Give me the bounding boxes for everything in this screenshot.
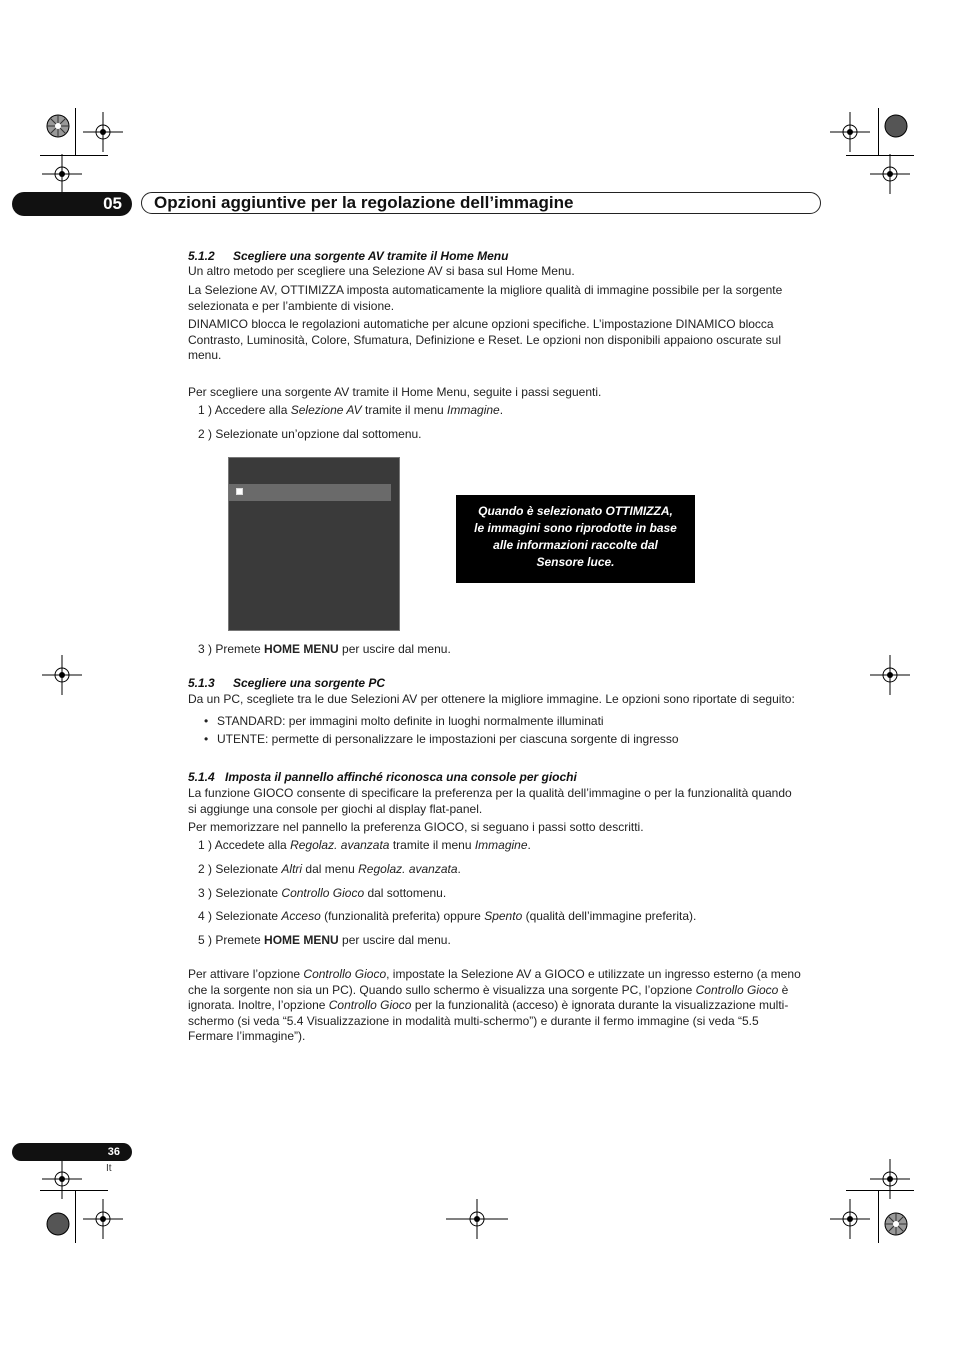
option-ref: Controllo Gioco — [303, 967, 387, 981]
step-number: 3 ) — [198, 886, 213, 900]
text-line — [188, 998, 833, 1014]
list-item — [204, 714, 604, 730]
menu-item-ref: Selezione AV — [290, 403, 362, 417]
language-code: It — [106, 1163, 112, 1174]
text-line: Contrasto, Luminosità, Colore, Sfumatura, Definizione e Reset. Le opzioni non disponibili appaiono oscurate sul — [188, 332, 782, 347]
callout-line: Quando è selezionato OTTIMIZZA, — [478, 504, 673, 518]
text-line: La funzione GIOCO consente di specificare la preferenza per la qualità dell’immagine o per la funzionalità quando — [188, 786, 792, 800]
step-number: 1 ) — [198, 838, 213, 852]
text-run: che la sorgente non sia un PC). Quando sullo schermo è visualizza una sorgente PC, l’opzione — [188, 982, 696, 997]
button-ref: HOME MENU — [264, 642, 339, 656]
option-ref: Controllo Gioco — [328, 998, 412, 1013]
section-number: 5.1.3 — [188, 676, 215, 690]
text-run: . — [499, 403, 504, 417]
text-run: è — [778, 982, 789, 997]
step-item — [198, 427, 422, 443]
text-run: dal menu — [302, 862, 359, 876]
step-item — [198, 886, 446, 902]
text-run: (qualità dell’immagine preferita). — [522, 909, 697, 923]
paragraph — [188, 786, 828, 817]
text-run: , impostate la Selezione AV a GIOCO e utilizzate un ingresso esterno (a meno — [386, 967, 801, 981]
registration-mark-icon — [870, 655, 910, 695]
menu-ref: Immagine — [447, 403, 500, 417]
page-number-badge: 36 — [12, 1143, 132, 1161]
text-run: Selezionate un’opzione dal sottomenu. — [215, 427, 422, 441]
step-number: 2 ) — [198, 427, 213, 441]
option-ref: Acceso — [281, 909, 321, 923]
text-run: Selezionate — [215, 886, 282, 900]
text-run: tramite il menu — [389, 838, 475, 852]
chapter-title: Opzioni aggiuntive per la regolazione dell’immagine — [154, 193, 574, 212]
text-run: (funzionalità preferita) oppure — [320, 909, 485, 923]
section-title: Imposta il pannello affinché riconosca una console per giochi — [225, 770, 577, 784]
registration-mark-icon — [870, 1159, 910, 1199]
text-run: Selezionate — [215, 862, 282, 876]
text-line: si aggiunge una console per giochi al display flat-panel. — [188, 801, 483, 816]
section-heading-5-1-2 — [188, 249, 508, 263]
paragraph — [188, 283, 828, 314]
text-run: per uscire dal menu. — [338, 933, 451, 947]
bullet-icon: • — [204, 714, 209, 728]
text-line: schermo (si veda “5.4 Visualizzazione in modalità multi-schermo”) e durante il fermo immagine (si veda “5.5 — [188, 1013, 759, 1028]
color-target-icon — [884, 114, 908, 138]
color-target-icon — [46, 114, 70, 138]
text-line: La Selezione AV, OTTIMIZZA imposta automaticamente la migliore qualità di immagine possibile per la sorgente — [188, 283, 783, 297]
text-run: Accedete alla — [214, 838, 291, 852]
step-item — [198, 909, 696, 925]
bullet-icon: • — [204, 732, 209, 746]
step-number: 5 ) — [198, 933, 213, 947]
paragraph — [188, 967, 833, 1045]
text-run: tramite il menu — [361, 403, 448, 417]
registration-mark-icon — [446, 1199, 508, 1239]
callout-line: alle informazioni raccolte dal — [493, 538, 658, 552]
registration-mark-icon — [83, 1199, 123, 1239]
menu-highlight-row — [229, 484, 391, 501]
step-number: 3 ) — [198, 642, 213, 656]
step-item — [198, 838, 531, 854]
step-number: 4 ) — [198, 909, 213, 923]
chapter-number-badge: 05 — [12, 192, 132, 216]
step-number: 2 ) — [198, 862, 213, 876]
button-ref: HOME MENU — [264, 933, 339, 947]
registration-mark-icon — [42, 1159, 82, 1199]
text-run: per uscire dal menu. — [338, 642, 451, 656]
section-title: Scegliere una sorgente PC — [233, 676, 386, 690]
paragraph: Un altro metodo per scegliere una Selezione AV si basa sul Home Menu. — [188, 264, 575, 278]
section-number: 5.1.2 — [188, 249, 215, 263]
list-item-text: UTENTE: permette di personalizzare le impostazioni per ciascuna sorgente di ingresso — [217, 732, 679, 746]
text-line: DINAMICO blocca le regolazioni automatiche per alcune opzioni specifiche. L’impostazione DINAMICO blocca — [188, 317, 774, 331]
paragraph: Per scegliere una sorgente AV tramite il Home Menu, seguite i passi seguenti. — [188, 385, 602, 399]
text-line: menu. — [188, 348, 222, 363]
text-run: Per attivare l’opzione — [188, 967, 304, 981]
paragraph: Per memorizzare nel pannello la preferenza GIOCO, si seguano i passi sotto descritti. — [188, 820, 644, 834]
option-ref: Spento — [484, 909, 523, 923]
list-item — [204, 732, 679, 748]
section-title: Scegliere una sorgente AV tramite il Home Menu — [233, 249, 509, 263]
color-target-icon — [884, 1212, 908, 1236]
text-run: Premete — [215, 642, 265, 656]
text-run: . — [457, 862, 461, 876]
selection-square-icon — [236, 488, 243, 495]
registration-mark-icon — [83, 112, 123, 152]
text-run: Selezionate — [215, 909, 282, 923]
text-line — [188, 967, 833, 983]
list-item-text: STANDARD: per immagini molto definite in luoghi normalmente illuminati — [217, 714, 604, 728]
text-run: . — [527, 838, 531, 852]
menu-ref: Immagine — [474, 838, 528, 852]
callout-box — [456, 495, 695, 583]
callout-line: le immagini sono riprodotte in base — [474, 521, 677, 535]
section-heading-5-1-4 — [188, 770, 577, 784]
text-run: ignorata. Inoltre, l’opzione — [188, 998, 329, 1013]
step-item — [198, 403, 503, 419]
step-number: 1 ) — [198, 403, 213, 417]
color-target-icon — [46, 1212, 70, 1236]
step-item — [198, 862, 461, 878]
step-item — [198, 933, 451, 949]
menu-ref: Regolaz. avanzata — [358, 862, 458, 876]
registration-mark-icon — [42, 655, 82, 695]
menu-item-ref: Regolaz. avanzata — [290, 838, 390, 852]
option-ref: Controllo Gioco — [695, 982, 779, 997]
text-run: Premete — [215, 933, 265, 947]
text-run: dal sottomenu. — [364, 886, 447, 900]
callout-line: Sensore luce. — [536, 555, 615, 569]
text-line: Fermare l’immagine”). — [188, 1029, 306, 1044]
registration-mark-icon — [830, 1199, 870, 1239]
registration-mark-icon — [870, 154, 910, 194]
registration-mark-icon — [830, 112, 870, 152]
step-item — [198, 642, 451, 658]
text-run: per la funzionalità (acceso) è ignorata durante la visualizzazione multi- — [411, 998, 789, 1013]
registration-mark-icon — [42, 154, 82, 194]
menu-item-ref: Controllo Gioco — [281, 886, 365, 900]
paragraph: Da un PC, scegliete tra le due Selezioni AV per ottenere la migliore immagine. Le opzioni sono riportate di seguito: — [188, 692, 795, 706]
text-line: selezionata e per l’ambiente di visione. — [188, 298, 395, 313]
section-heading-5-1-3 — [188, 676, 385, 690]
paragraph — [188, 317, 828, 364]
text-run: Accedere alla — [214, 403, 291, 417]
text-line — [188, 983, 833, 999]
menu-item-ref: Altri — [281, 862, 303, 876]
section-number: 5.1.4 — [188, 770, 215, 784]
